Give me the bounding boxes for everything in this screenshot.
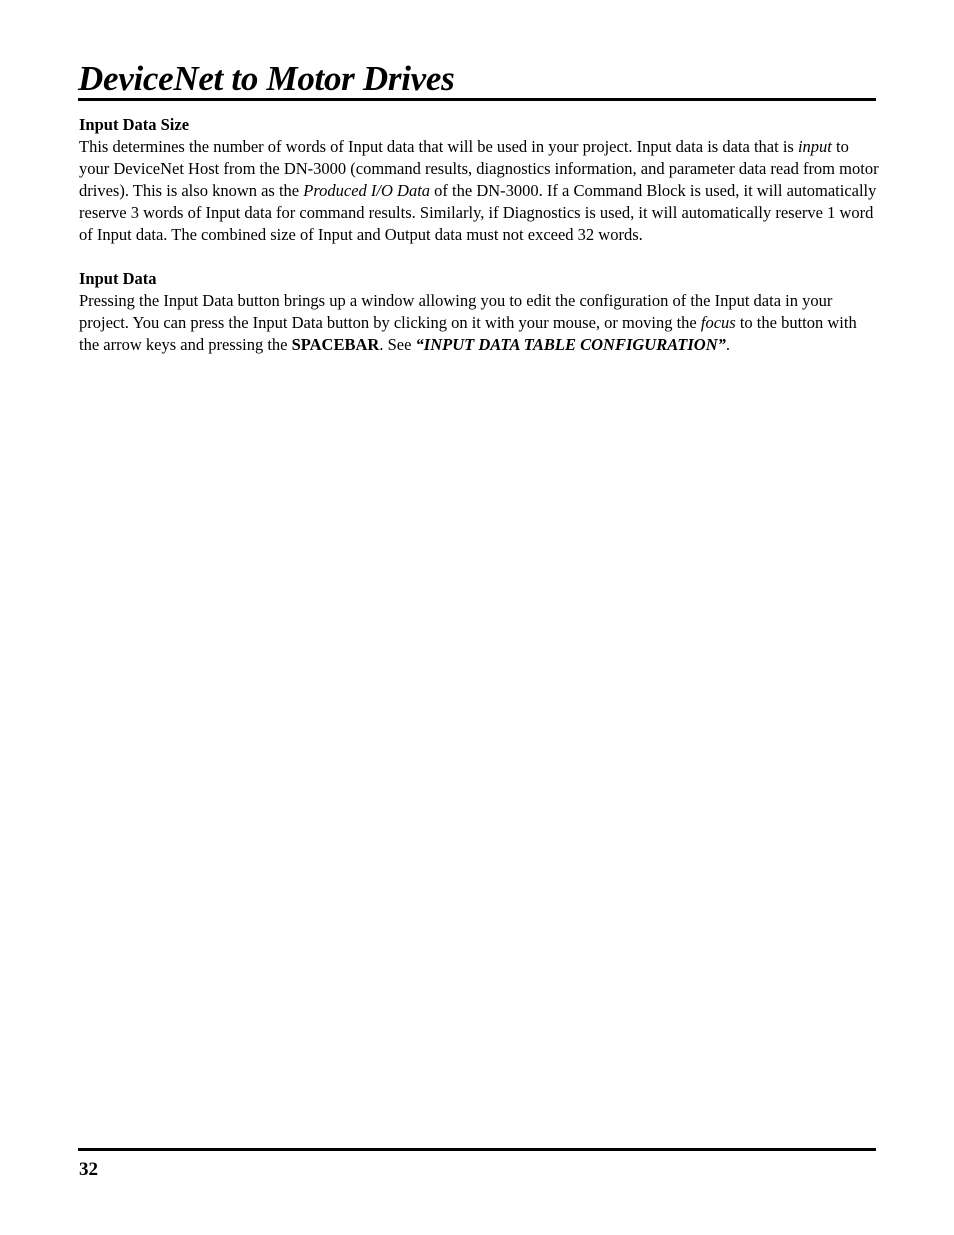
page-number: 32 (79, 1159, 98, 1180)
text-run-italic: Produced I/O Data (303, 181, 431, 200)
text-run-bold: SPACEBAR (291, 335, 380, 354)
page-title: DeviceNet to Motor Drives (78, 59, 455, 98)
text-run: of the DN-3000. If a Command Block is used, it will automatically reserve 3 words of Input data for command results. Similarly, if Diagnostics is used, it will automatically reserve 1 word of Input data. The combined size of Input and Output data must not exceed 32 words. (79, 181, 877, 244)
section-body (79, 290, 879, 356)
page-header (78, 58, 876, 101)
section-body (79, 136, 879, 246)
text-run: to the button with the arrow keys and pressing the (79, 313, 857, 354)
section-heading: Input Data Size (79, 115, 190, 134)
section-input-data-size (79, 114, 879, 246)
section-input-data (79, 268, 879, 356)
text-run: . See (379, 335, 416, 354)
text-run: . (725, 335, 731, 354)
section-heading: Input Data (79, 269, 157, 288)
text-run: Pressing the Input Data button brings up a window allowing you to edit the configuration of the Input data in your project. You can press the Input Data button by clicking on it with your mouse, or moving the (79, 291, 833, 332)
cross-reference: “INPUT DATA TABLE CONFIGURATION” (415, 335, 726, 354)
page-content (79, 114, 879, 378)
text-run: This determines the number of words of Input data that will be used in your project. Input data is data that is (79, 137, 798, 156)
text-run-italic: focus (700, 313, 736, 332)
text-run: to your DeviceNet Host from the DN-3000 (command results, diagnostics information, and parameter data read from motor drives). This is also known as the (79, 137, 879, 200)
text-run-italic: input (797, 137, 832, 156)
footer-rule (78, 1148, 876, 1151)
